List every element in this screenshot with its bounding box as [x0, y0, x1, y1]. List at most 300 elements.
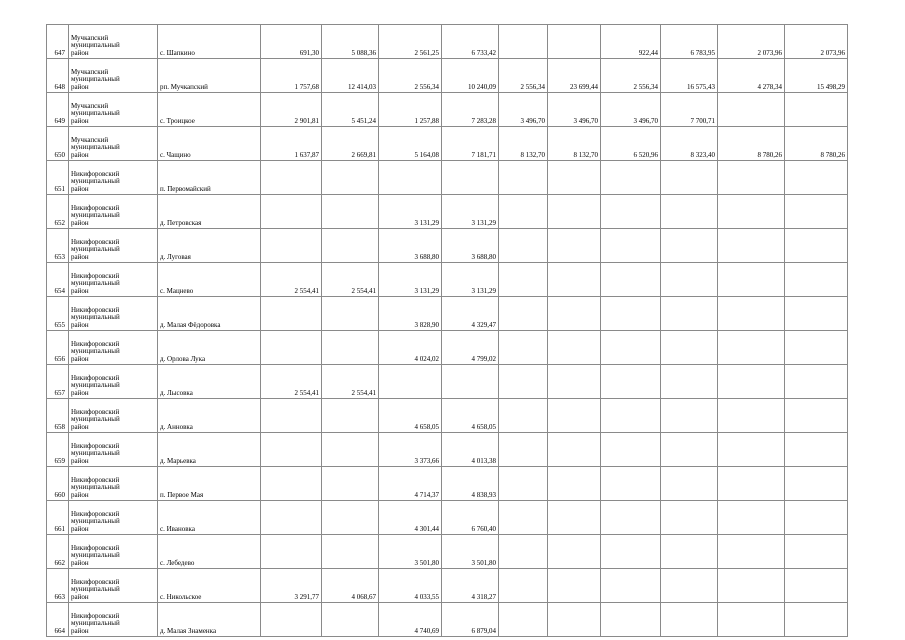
district-line: муниципальный: [71, 619, 120, 628]
table-row: [47, 25, 848, 59]
value-cell: 3 131,29: [442, 195, 499, 229]
value-cell: 4 658,05: [379, 399, 442, 433]
value-cell: 6 733,42: [442, 25, 499, 59]
value-cell: [499, 229, 548, 263]
value-cell: [261, 229, 322, 263]
value-cell: [718, 195, 785, 229]
value-cell: [601, 263, 661, 297]
district-cell: [69, 229, 158, 263]
value-cell: [601, 331, 661, 365]
district-cell: [69, 297, 158, 331]
value-cell: [548, 25, 601, 59]
table-row: [47, 501, 848, 535]
value-cell: 1 757,68: [261, 59, 322, 93]
table-row: [47, 535, 848, 569]
locality-cell: п. Первомайский: [158, 161, 261, 195]
district-line: Мучкапский: [71, 135, 109, 144]
value-cell: 8 132,70: [499, 127, 548, 161]
district-line: муниципальный: [71, 585, 120, 594]
value-cell: [785, 535, 848, 569]
value-cell: [601, 603, 661, 637]
value-cell: [548, 603, 601, 637]
value-cell: [661, 331, 718, 365]
value-cell: [785, 467, 848, 501]
value-cell: [718, 399, 785, 433]
locality-cell: д. Петровская: [158, 195, 261, 229]
value-cell: [499, 297, 548, 331]
district-line: Никифоровский: [71, 577, 120, 586]
district-cell: [69, 25, 158, 59]
district-line: муниципальный: [71, 245, 120, 254]
district-line: Никифоровский: [71, 475, 120, 484]
district-line: Никифоровский: [71, 543, 120, 552]
value-cell: [718, 93, 785, 127]
value-cell: [322, 467, 379, 501]
table-row: [47, 59, 848, 93]
value-cell: 3 688,80: [442, 229, 499, 263]
value-cell: [322, 331, 379, 365]
locality-cell: с. Троицкое: [158, 93, 261, 127]
value-cell: 4 740,69: [379, 603, 442, 637]
value-cell: [261, 195, 322, 229]
locality-cell: с. Ивановка: [158, 501, 261, 535]
district-line: район: [71, 490, 89, 499]
district-line: район: [71, 422, 89, 431]
table-row: [47, 297, 848, 331]
value-cell: [601, 195, 661, 229]
value-cell: 15 498,29: [785, 59, 848, 93]
value-cell: [718, 263, 785, 297]
row-number: 652: [47, 195, 69, 229]
value-cell: 3 501,80: [442, 535, 499, 569]
value-cell: [499, 195, 548, 229]
district-line: муниципальный: [71, 313, 120, 322]
value-cell: [718, 365, 785, 399]
value-cell: 4 799,02: [442, 331, 499, 365]
value-cell: [322, 195, 379, 229]
district-line: Никифоровский: [71, 271, 120, 280]
value-cell: [601, 399, 661, 433]
value-cell: 10 240,09: [442, 59, 499, 93]
value-cell: [548, 501, 601, 535]
value-cell: 12 414,03: [322, 59, 379, 93]
district-cell: [69, 93, 158, 127]
value-cell: 4 301,44: [379, 501, 442, 535]
value-cell: 4 714,37: [379, 467, 442, 501]
row-number: 650: [47, 127, 69, 161]
table-body: [47, 25, 848, 637]
district-line: муниципальный: [71, 177, 120, 186]
value-cell: [499, 161, 548, 195]
value-cell: [601, 161, 661, 195]
district-cell: [69, 195, 158, 229]
value-cell: [322, 297, 379, 331]
value-cell: 5 164,08: [379, 127, 442, 161]
value-cell: [261, 399, 322, 433]
value-cell: [601, 467, 661, 501]
value-cell: [785, 399, 848, 433]
value-cell: 2 556,34: [379, 59, 442, 93]
district-line: муниципальный: [71, 415, 120, 424]
district-line: район: [71, 626, 89, 635]
value-cell: [322, 535, 379, 569]
district-line: Никифоровский: [71, 203, 120, 212]
locality-cell: д. Орлова Лука: [158, 331, 261, 365]
district-line: район: [71, 252, 89, 261]
value-cell: 6 520,96: [601, 127, 661, 161]
locality-cell: д. Анновка: [158, 399, 261, 433]
value-cell: 8 780,26: [718, 127, 785, 161]
value-cell: [548, 399, 601, 433]
value-cell: 4 658,05: [442, 399, 499, 433]
value-cell: 691,30: [261, 25, 322, 59]
district-cell: [69, 331, 158, 365]
value-cell: 3 291,77: [261, 569, 322, 603]
value-cell: [379, 365, 442, 399]
row-number: 648: [47, 59, 69, 93]
district-line: Никифоровский: [71, 237, 120, 246]
district-cell: [69, 467, 158, 501]
value-cell: [261, 297, 322, 331]
value-cell: [718, 433, 785, 467]
value-cell: 2 554,41: [322, 263, 379, 297]
value-cell: 8 132,70: [548, 127, 601, 161]
district-line: район: [71, 354, 89, 363]
value-cell: [261, 433, 322, 467]
value-cell: [661, 467, 718, 501]
row-number: 647: [47, 25, 69, 59]
value-cell: [499, 569, 548, 603]
value-cell: 8 780,26: [785, 127, 848, 161]
value-cell: [322, 501, 379, 535]
table-row: [47, 93, 848, 127]
district-cell: [69, 161, 158, 195]
value-cell: [499, 535, 548, 569]
value-cell: 4 318,27: [442, 569, 499, 603]
value-cell: 4 068,67: [322, 569, 379, 603]
district-line: район: [71, 286, 89, 295]
value-cell: [718, 297, 785, 331]
value-cell: [499, 603, 548, 637]
row-number: 655: [47, 297, 69, 331]
value-cell: [718, 229, 785, 263]
value-cell: 1 637,87: [261, 127, 322, 161]
locality-cell: п. Первое Мая: [158, 467, 261, 501]
row-number: 663: [47, 569, 69, 603]
value-cell: 5 088,36: [322, 25, 379, 59]
value-cell: [548, 195, 601, 229]
value-cell: 4 033,55: [379, 569, 442, 603]
value-cell: [261, 331, 322, 365]
value-cell: [785, 433, 848, 467]
value-cell: [499, 25, 548, 59]
value-cell: [661, 161, 718, 195]
value-cell: [718, 467, 785, 501]
value-cell: 2 669,81: [322, 127, 379, 161]
locality-cell: д. Малая Знаменка: [158, 603, 261, 637]
value-cell: [548, 467, 601, 501]
value-cell: 5 451,24: [322, 93, 379, 127]
value-cell: [661, 433, 718, 467]
value-cell: [785, 297, 848, 331]
value-cell: 6 783,95: [661, 25, 718, 59]
locality-cell: д. Лысовка: [158, 365, 261, 399]
district-line: район: [71, 184, 89, 193]
district-line: муниципальный: [71, 381, 120, 390]
value-cell: [261, 603, 322, 637]
value-cell: [442, 365, 499, 399]
value-cell: 922,44: [601, 25, 661, 59]
value-cell: 8 323,40: [661, 127, 718, 161]
value-cell: 7 700,71: [661, 93, 718, 127]
value-cell: 3 131,29: [379, 195, 442, 229]
district-line: район: [71, 456, 89, 465]
value-cell: [718, 535, 785, 569]
locality-cell: с. Шапкино: [158, 25, 261, 59]
locality-cell: с. Лебедево: [158, 535, 261, 569]
value-cell: [499, 433, 548, 467]
value-cell: 4 013,38: [442, 433, 499, 467]
value-cell: 3 688,80: [379, 229, 442, 263]
district-line: Никифоровский: [71, 169, 120, 178]
value-cell: 2 554,41: [261, 263, 322, 297]
value-cell: [499, 467, 548, 501]
value-cell: [322, 399, 379, 433]
value-cell: [601, 501, 661, 535]
district-line: район: [71, 82, 89, 91]
table-row: [47, 365, 848, 399]
district-line: муниципальный: [71, 41, 120, 50]
locality-cell: д. Луговая: [158, 229, 261, 263]
value-cell: 7 283,28: [442, 93, 499, 127]
value-cell: [442, 161, 499, 195]
table-row: [47, 263, 848, 297]
district-line: муниципальный: [71, 211, 120, 220]
district-line: район: [71, 48, 89, 57]
value-cell: [785, 229, 848, 263]
value-cell: [322, 161, 379, 195]
value-cell: 2 554,41: [322, 365, 379, 399]
district-line: район: [71, 592, 89, 601]
row-number: 659: [47, 433, 69, 467]
district-line: Мучкапский: [71, 67, 109, 76]
value-cell: [718, 331, 785, 365]
row-number: 664: [47, 603, 69, 637]
locality-cell: д. Марьевка: [158, 433, 261, 467]
value-cell: [785, 365, 848, 399]
value-cell: 3 496,70: [548, 93, 601, 127]
value-cell: 2 901,81: [261, 93, 322, 127]
value-cell: [785, 331, 848, 365]
district-cell: [69, 535, 158, 569]
value-cell: [718, 501, 785, 535]
value-cell: [661, 569, 718, 603]
district-line: район: [71, 524, 89, 533]
district-cell: [69, 365, 158, 399]
district-line: район: [71, 558, 89, 567]
table-row: [47, 229, 848, 263]
table-row: [47, 433, 848, 467]
district-line: район: [71, 218, 89, 227]
district-line: муниципальный: [71, 517, 120, 526]
value-cell: [601, 229, 661, 263]
value-cell: 16 575,43: [661, 59, 718, 93]
value-cell: [785, 569, 848, 603]
value-cell: [499, 501, 548, 535]
value-cell: [261, 535, 322, 569]
value-cell: [548, 263, 601, 297]
value-cell: 2 073,96: [785, 25, 848, 59]
value-cell: 3 131,29: [379, 263, 442, 297]
value-cell: 2 556,34: [601, 59, 661, 93]
row-number: 654: [47, 263, 69, 297]
locality-cell: с. Чащино: [158, 127, 261, 161]
district-cell: [69, 433, 158, 467]
table-row: [47, 603, 848, 637]
value-cell: [379, 161, 442, 195]
district-line: муниципальный: [71, 109, 120, 118]
table-row: [47, 127, 848, 161]
value-cell: [548, 535, 601, 569]
locality-cell: с. Мацнево: [158, 263, 261, 297]
value-cell: 2 073,96: [718, 25, 785, 59]
row-number: 661: [47, 501, 69, 535]
value-cell: [661, 195, 718, 229]
district-line: район: [71, 116, 89, 125]
value-cell: 4 838,93: [442, 467, 499, 501]
tariff-table: [46, 24, 848, 637]
district-cell: [69, 603, 158, 637]
value-cell: [661, 229, 718, 263]
value-cell: [261, 161, 322, 195]
value-cell: [661, 501, 718, 535]
table-row: [47, 161, 848, 195]
value-cell: [785, 195, 848, 229]
value-cell: [322, 433, 379, 467]
value-cell: [548, 569, 601, 603]
value-cell: [718, 569, 785, 603]
value-cell: [785, 161, 848, 195]
value-cell: 2 561,25: [379, 25, 442, 59]
value-cell: 4 024,02: [379, 331, 442, 365]
value-cell: 7 181,71: [442, 127, 499, 161]
value-cell: [601, 569, 661, 603]
table-row: [47, 399, 848, 433]
value-cell: [785, 501, 848, 535]
row-number: 658: [47, 399, 69, 433]
value-cell: [661, 603, 718, 637]
district-line: Никифоровский: [71, 373, 120, 382]
value-cell: [499, 263, 548, 297]
value-cell: [499, 365, 548, 399]
row-number: 649: [47, 93, 69, 127]
district-line: Никифоровский: [71, 441, 120, 450]
district-line: Никифоровский: [71, 339, 120, 348]
value-cell: [785, 603, 848, 637]
value-cell: 6 760,40: [442, 501, 499, 535]
district-line: Никифоровский: [71, 611, 120, 620]
value-cell: [499, 399, 548, 433]
district-cell: [69, 127, 158, 161]
value-cell: [322, 603, 379, 637]
district-line: район: [71, 320, 89, 329]
value-cell: [261, 501, 322, 535]
value-cell: [661, 263, 718, 297]
district-line: муниципальный: [71, 143, 120, 152]
value-cell: 6 879,04: [442, 603, 499, 637]
value-cell: [548, 229, 601, 263]
value-cell: [661, 297, 718, 331]
value-cell: [718, 161, 785, 195]
district-line: муниципальный: [71, 347, 120, 356]
district-line: муниципальный: [71, 551, 120, 560]
row-number: 657: [47, 365, 69, 399]
value-cell: [548, 161, 601, 195]
row-number: 662: [47, 535, 69, 569]
locality-cell: с. Никольское: [158, 569, 261, 603]
value-cell: [322, 229, 379, 263]
district-cell: [69, 263, 158, 297]
table-row: [47, 569, 848, 603]
value-cell: [601, 297, 661, 331]
value-cell: [548, 433, 601, 467]
value-cell: 2 556,34: [499, 59, 548, 93]
value-cell: 3 828,90: [379, 297, 442, 331]
value-cell: [601, 535, 661, 569]
district-line: муниципальный: [71, 279, 120, 288]
district-cell: [69, 399, 158, 433]
value-cell: 2 554,41: [261, 365, 322, 399]
value-cell: [785, 93, 848, 127]
district-line: Никифоровский: [71, 407, 120, 416]
value-cell: [661, 399, 718, 433]
district-line: район: [71, 150, 89, 159]
value-cell: 23 699,44: [548, 59, 601, 93]
locality-cell: д. Малая Фёдоровка: [158, 297, 261, 331]
value-cell: [548, 297, 601, 331]
district-line: район: [71, 388, 89, 397]
value-cell: 3 131,29: [442, 263, 499, 297]
table-row: [47, 467, 848, 501]
value-cell: 3 496,70: [499, 93, 548, 127]
value-cell: [601, 433, 661, 467]
row-number: 653: [47, 229, 69, 263]
district-line: Мучкапский: [71, 101, 109, 110]
district-line: муниципальный: [71, 75, 120, 84]
value-cell: [548, 365, 601, 399]
value-cell: 3 501,80: [379, 535, 442, 569]
value-cell: [548, 331, 601, 365]
district-line: Никифоровский: [71, 509, 120, 518]
district-cell: [69, 501, 158, 535]
value-cell: [661, 535, 718, 569]
value-cell: 1 257,88: [379, 93, 442, 127]
value-cell: 4 329,47: [442, 297, 499, 331]
locality-cell: рп. Мучкапский: [158, 59, 261, 93]
value-cell: [601, 365, 661, 399]
district-line: Мучкапский: [71, 33, 109, 42]
row-number: 651: [47, 161, 69, 195]
district-line: муниципальный: [71, 449, 120, 458]
table-row: [47, 195, 848, 229]
row-number: 660: [47, 467, 69, 501]
district-cell: [69, 569, 158, 603]
value-cell: [718, 603, 785, 637]
district-line: Никифоровский: [71, 305, 120, 314]
value-cell: [661, 365, 718, 399]
value-cell: 4 278,34: [718, 59, 785, 93]
district-cell: [69, 59, 158, 93]
